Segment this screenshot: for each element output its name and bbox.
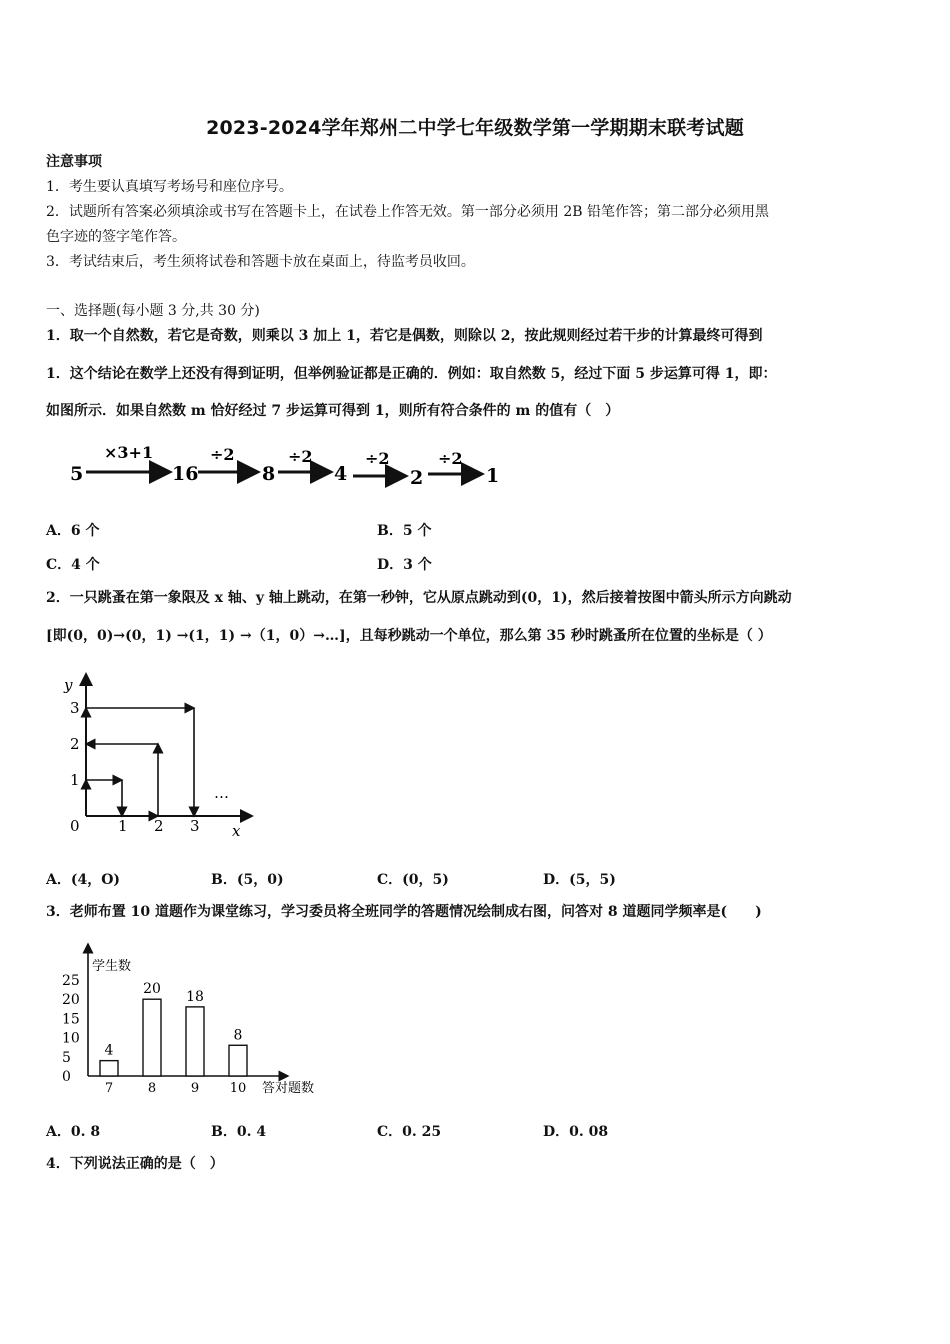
chart-y-tick: 10 xyxy=(62,1030,80,1047)
q1-line-3: 如图所示．如果自然数 m 恰好经过 7 步运算可得到 1，则所有符合条件的 m 的值有（ ） xyxy=(46,403,620,419)
ellipsis: … xyxy=(214,784,229,802)
chain-op-1: ×3+1 xyxy=(104,443,154,462)
chart-y-tick: 5 xyxy=(62,1049,71,1066)
q2-line-1: 2．一只跳蚤在第一象限及 x 轴、y 轴上跳动，在第一秒钟，它从原点跳动到(0，1)，然后接着按图中箭头所示方向跳动 xyxy=(46,590,792,606)
chart-x-tick: 8 xyxy=(147,1081,157,1096)
q3-option-b[interactable]: B．0. 4 xyxy=(211,1124,267,1140)
chart-y-tick: 20 xyxy=(62,992,80,1009)
jump-path xyxy=(86,708,216,816)
chart-y-tick: 15 xyxy=(62,1011,80,1028)
x-tick-0: 0 xyxy=(70,817,80,835)
q3-option-d[interactable]: D．0. 08 xyxy=(543,1124,609,1140)
chart-x-tick: 9 xyxy=(190,1081,200,1096)
q3-bar-chart xyxy=(56,940,326,1100)
chart-bar xyxy=(100,1061,118,1076)
notice-item-2-cont: 色字迹的签字笔作答。 xyxy=(46,229,186,245)
x-axis-label: x xyxy=(232,822,241,840)
q1-option-c[interactable]: C．4 个 xyxy=(46,557,100,573)
chart-x-tick: 10 xyxy=(229,1081,247,1096)
chart-bar xyxy=(186,1007,204,1076)
y-axis-label: y xyxy=(64,676,73,694)
q2-option-c[interactable]: C．(0，5) xyxy=(377,872,449,888)
chart-y-tick: 0 xyxy=(62,1069,71,1085)
x-tick-3: 3 xyxy=(190,817,200,835)
q1-line-1: 1．取一个自然数，若它是奇数，则乘以 3 加上 1，若它是偶数，则除以 2，按此规则经过若干步的计算最终可得到 xyxy=(46,328,763,344)
notice-item-1: 1．考生要认真填写考场号和座位序号。 xyxy=(46,179,293,195)
q2-jump-path-figure xyxy=(56,668,266,844)
chain-number-4: 4 xyxy=(334,463,348,485)
q1-option-b[interactable]: B．5 个 xyxy=(377,523,432,539)
chart-data-label: 18 xyxy=(186,988,204,1005)
chain-number-8: 8 xyxy=(262,463,276,485)
chain-number-16: 16 xyxy=(172,463,199,485)
y-tick-2: 2 xyxy=(70,735,80,753)
chain-number-2: 2 xyxy=(410,467,424,489)
q1-option-a[interactable]: A．6 个 xyxy=(46,523,100,539)
x-tick-1: 1 xyxy=(118,817,128,835)
q4-line-1: 4．下列说法正确的是（ ） xyxy=(46,1156,224,1172)
chart-data-label: 8 xyxy=(233,1027,243,1044)
chain-op-3: ÷2 xyxy=(288,447,313,466)
chain-op-5: ÷2 xyxy=(438,449,463,468)
chart-y-tick: 25 xyxy=(62,973,80,989)
chain-number-5: 5 xyxy=(70,463,84,485)
chart-data-label: 4 xyxy=(104,1042,114,1059)
q3-option-c[interactable]: C．0. 25 xyxy=(377,1124,442,1140)
page-title: 2023-2024学年郑州二中学七年级数学第一学期期末联考试题 xyxy=(206,117,744,139)
q3-option-a[interactable]: A．0. 8 xyxy=(46,1124,101,1140)
chain-number-1: 1 xyxy=(486,465,500,487)
section-heading: 一、选择题(每小题 3 分,共 30 分) xyxy=(46,303,260,319)
chart-data-label: 20 xyxy=(143,981,161,998)
notice-heading: 注意事项 xyxy=(46,154,102,170)
q3-line-1: 3．老师布置 10 道题作为课堂练习，学习委员将全班同学的答题情况绘制成右图，问答对 8 道题同学频率是( ) xyxy=(46,904,762,920)
chain-op-4: ÷2 xyxy=(365,449,390,468)
notice-item-3: 3．考试结束后，考生须将试卷和答题卡放在桌面上，待监考员收回。 xyxy=(46,254,475,270)
x-tick-2: 2 xyxy=(154,817,164,835)
chart-bar xyxy=(143,999,161,1076)
q2-option-b[interactable]: B．(5，0) xyxy=(211,872,284,888)
y-tick-1: 1 xyxy=(70,771,80,789)
q1-option-d[interactable]: D．3 个 xyxy=(377,557,432,573)
q1-line-2: 1．这个结论在数学上还没有得到证明，但举例验证都是正确的．例如：取自然数 5，经过下面 5 步运算可得 1，即： xyxy=(46,366,777,382)
q2-option-a[interactable]: A．(4，O) xyxy=(46,872,121,888)
notice-item-2: 2．试题所有答案必须填涂或书写在答题卡上，在试卷上作答无效。第一部分必须用 2B 铅笔作答；第二部分必须用黑 xyxy=(46,204,769,220)
q2-option-d[interactable]: D．(5，5) xyxy=(543,872,616,888)
chart-y-label: 学生数 xyxy=(92,959,132,974)
q1-operation-chain xyxy=(60,440,520,496)
q2-line-2: [即(0，0)→(0，1) →(1，1) →（1，0）→…]，且每秒跳动一个单位，那么第 35 秒时跳蚤所在位置的坐标是（ ） xyxy=(46,628,772,644)
y-tick-3: 3 xyxy=(70,699,80,717)
chart-x-label: 答对题数 xyxy=(262,1081,315,1096)
chart-bar xyxy=(229,1045,247,1076)
chart-x-tick: 7 xyxy=(104,1081,114,1096)
chain-op-2: ÷2 xyxy=(210,445,235,464)
